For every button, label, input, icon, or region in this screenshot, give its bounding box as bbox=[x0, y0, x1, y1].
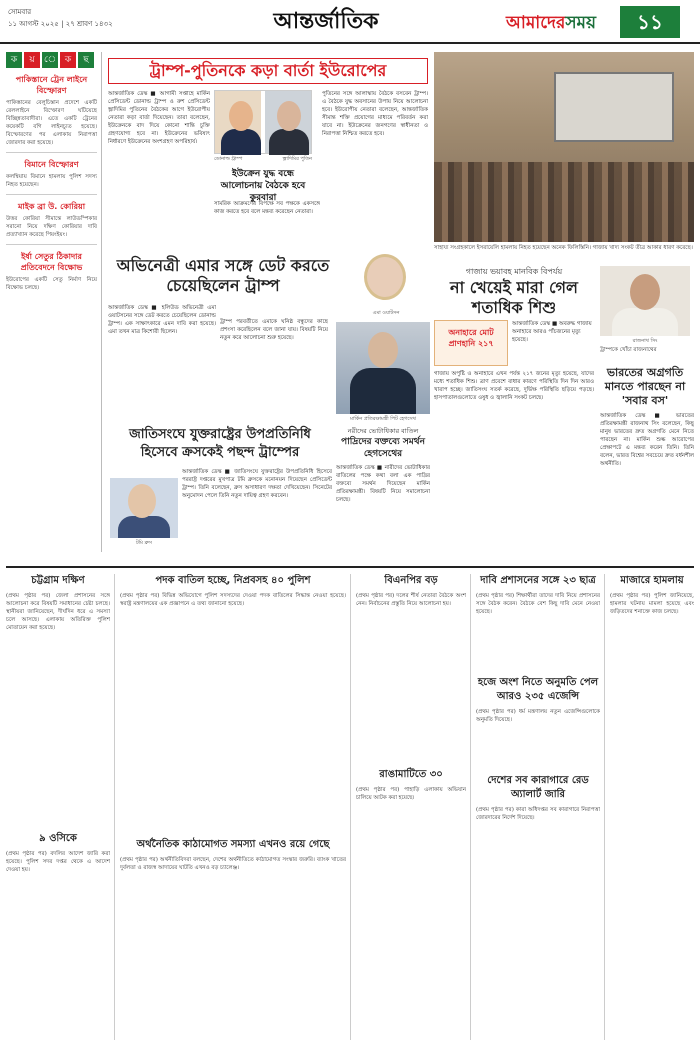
rajnath-body: আন্তর্জাতিক ডেস্ক ■ ভারতের প্রতিরক্ষামন্ত্রী রাজনাথ সিং বলেছেন, কিছু মানুষ ভারতের দ্রুত অগ্রগতি মেনে নিতে পারছেন না। মার্কিন শুল্ক আরোপের প্রেক্ষাপটে এ মন্তব্য করেন তিনি। তিনি বলেন, ভারত বিশ্বের সবচেয়ে দ্রুত বর্ধনশীল অর্থনীতি। bbox=[600, 413, 694, 467]
trump-putin-photo bbox=[214, 90, 312, 154]
bottom-body: (প্রথম পৃষ্ঠার পর) পুলিশ জানিয়েছে, হামলার ঘটনায় মামলা হয়েছে এবং জড়িতদের শনাক্তে কাজ চলছে। bbox=[610, 593, 694, 615]
brief-body: উত্তর কোরিয়া সীমান্তে লাউডস্পিকার সরানো নিয়ে দক্ষিণ কোরিয়ার দাবি প্রত্যাখ্যান করেছে পিয়ংইয়ং। bbox=[6, 216, 97, 238]
bottom-headline: অর্থনৈতিক কাঠামোগত সমস্যা এখনও রয়ে গেছে bbox=[136, 839, 330, 850]
hegseth-body: আন্তর্জাতিক ডেস্ক ■ নারীদের ভোটাধিকার বাতিলের পক্ষে কথা বলা এক পাদ্রির বক্তব্যে সমর্থন দিয়েছেন মার্কিন প্রতিরক্ষামন্ত্রী। বিষয়টি নিয়ে সমালোচনা চলছে। bbox=[336, 465, 430, 503]
hegseth-kicker: নরীদের ভোটাধিকার বাতিল bbox=[347, 427, 419, 435]
brief-headline: মাইক ব্রা উ. কোরিয়া bbox=[17, 202, 86, 211]
bottom-headline: মাজারে হামলায় bbox=[620, 575, 684, 586]
bottom-headline: পদক বাতিল হচ্ছে, নিপ্রবসহ ৪০ পুলিশ bbox=[155, 575, 311, 586]
gaza-headline: না খেয়েই মারা গেল শতাধিক শিশু bbox=[450, 278, 578, 317]
bruce-photo-caption: টমি ব্রুস bbox=[136, 540, 152, 546]
lead-headline: ট্রাম্প-পুতিনকে কড়া বার্তা ইউরোপের bbox=[108, 58, 428, 84]
un-headline: জাতিসংঘে যুক্তরাষ্ট্রের উপপ্রতিনিধি হিসেবে ক্রসকেই পছন্দ ট্রাম্পের bbox=[129, 427, 311, 460]
column-divider bbox=[604, 574, 605, 1040]
bottom-body: (প্রথম পৃষ্ঠার পর) অর্থনীতিবিদরা বলছেন, দেশের অর্থনীতিতে কাঠামোগত সংস্কার জরুরি। ব্যাংক খাতের দুর্বলতা ও রাজস্ব আদায়ের ঘাটতি এখনও বড় চ্যালেঞ্জ। bbox=[120, 857, 346, 871]
hegseth-photo-caption: মার্কিন প্রতিরক্ষামন্ত্রী পিট হেগসেথ bbox=[350, 416, 416, 422]
brand-part-2: সময় bbox=[565, 13, 596, 33]
column-divider bbox=[350, 574, 351, 1040]
logo-letter: ে bbox=[42, 52, 58, 68]
masthead bbox=[0, 0, 700, 44]
lead-photo-caption bbox=[214, 156, 312, 164]
gaza-box-title: অনাহারে মোট প্রাণহানি ২১৭ bbox=[448, 328, 494, 348]
brief-body: ইউরোপের একটি সেতু নির্মাণ নিয়ে বিক্ষোভ চলছে। bbox=[6, 277, 97, 291]
continuation-section bbox=[6, 566, 694, 1044]
bottom-body: (প্রথম পৃষ্ঠার পর) বিভিন্ন অভিযোগে পুলিশ সদস্যদের দেওয়া পদক বাতিলের সিদ্ধান্ত নেওয়া হয়েছে। স্বরাষ্ট্র মন্ত্রণালয়ের এক প্রজ্ঞাপনে এ তথ্য জানানো হয়েছে। bbox=[120, 593, 346, 607]
divider bbox=[6, 152, 97, 153]
bottom-body: (প্রথম পৃষ্ঠার পর) পাহাড়ি এলাকায় অভিযান চালিয়ে আটক করা হয়েছে। bbox=[356, 787, 466, 801]
brand-part-1: আমাদের bbox=[506, 13, 566, 33]
emma-photo-caption: এমা ওয়াটসন bbox=[372, 310, 400, 316]
bottom-headline: রাঙামাটিতে ৩০ bbox=[379, 769, 443, 780]
bottom-body: (প্রথম পৃষ্ঠার পর) শিক্ষার্থীরা তাদের দাবি নিয়ে প্রশাসনের সঙ্গে বৈঠক করেন। বৈঠকে বেশ কিছু দাবি মেনে নেওয়া হয়েছে। bbox=[476, 593, 600, 615]
dating-headline: অভিনেত্রী এমার সঙ্গে ডেট করতে চেয়েছিলেন ট্রাম্প bbox=[116, 256, 330, 295]
column-divider bbox=[114, 574, 115, 1040]
rajnath-headline: ভারতের অগ্রগতি মানতে পারছেন না 'সবার বস' bbox=[604, 366, 686, 407]
logo-letter: য় bbox=[24, 52, 40, 68]
gaza-side-text: আন্তর্জাতিক ডেস্ক ■ অবরুদ্ধ গাজায় অনাহারে আরও পাঁচজনের মৃত্যু হয়েছে। bbox=[512, 321, 592, 343]
bottom-headline: দেশের সব কারাগারে রেড অ্যালার্ট জারি bbox=[487, 775, 589, 800]
divider bbox=[6, 194, 97, 195]
bottom-body: (প্রথম পৃষ্ঠার পর) বদলির আদেশ জারি করা হয়েছে। পুলিশ সদর দপ্তর থেকে এ আদেশ দেওয়া হয়। bbox=[6, 851, 110, 873]
bottom-col-5 bbox=[610, 574, 694, 1040]
emma-photo bbox=[342, 254, 430, 308]
dating-body-col-1: আন্তর্জাতিক ডেস্ক ■ হলিউড অভিনেত্রী এমা ওয়াটসনের সঙ্গে ডেট করতে চেয়েছিলেন ডোনাল্ড ট্রাম্প। এক সাক্ষাৎকারে এমন দাবি করা হয়েছে। এমা তখন মাত্র কিশোরী ছিলেন। bbox=[108, 305, 216, 335]
bottom-headline: বিএনপির বড় bbox=[384, 575, 438, 586]
gaza-kicker: গাজায় ভয়াবহ মানবিক বিপর্যয় bbox=[465, 267, 563, 276]
day-label: সোমবার bbox=[8, 8, 32, 16]
rajnath-kicker: ট্রাম্পকে খোঁচা রাজনাথের bbox=[600, 347, 657, 353]
brand-logo bbox=[506, 10, 596, 38]
hegseth-headline: পাদ্রিদের বক্তব্যে সমর্থন হেগসেথের bbox=[341, 437, 425, 459]
bottom-headline: হজে অংশ নিতে অনুমতি পেল আরও ২৩৫ এজেন্সি bbox=[477, 677, 599, 702]
bottom-col-4 bbox=[476, 574, 600, 1040]
page-number: ১১ bbox=[620, 6, 680, 38]
dateline bbox=[8, 6, 113, 30]
bottom-body: (প্রথম পৃষ্ঠার পর) জেলা প্রশাসনের সঙ্গে আলোচনা করে বিষয়টি সমাধানের চেষ্টা চলছে। স্থানীয়রা জানিয়েছেন, দীর্ঘদিন ধরে এ সমস্যা চলে আসছে। এলাকায় অতিরিক্ত পুলিশ মোতায়েন করা হয়েছে। bbox=[6, 593, 110, 631]
bottom-headline: চট্টগ্রাম দক্ষিণ bbox=[31, 575, 85, 586]
brief-body: পাকিস্তানের বেলুচিস্তান প্রদেশে একটি রেললাইনে বিস্ফোরণ ঘটিয়েছে বিচ্ছিন্নতাবাদীরা। এতে একটি ট্রেনের কয়েকটি বগি লাইনচ্যুত হয়েছে। বিস্ফোরণের পর এলাকায় নিরাপত্তা জোরদার করা হয়েছে। bbox=[6, 100, 97, 146]
logo-letter: ক bbox=[60, 52, 76, 68]
gaza-body: গাজায় অপুষ্টি ও অনাহারে এখন পর্যন্ত ২১৭ জনের মৃত্যু হয়েছে, যাদের মধ্যে শতাধিক শিশু। ত্রাণ প্রবেশে বাধার কারণে পরিস্থিতি দিন দিন আরও খারাপ হচ্ছে। জাতিসংঘ সতর্ক করেছে, দুর্ভিক্ষ পরিস্থিতি ছড়িয়ে পড়ছে। হাসপাতালগুলোতে ওষুধ ও জ্বালানি সংকট চলছে। bbox=[434, 371, 594, 401]
hegseth-photo bbox=[336, 322, 430, 414]
caption-left: ডোনাল্ড ট্রাম্প bbox=[214, 156, 243, 162]
lead-body-col-2: সামরিক আক্রমণের বিপক্ষে সব পক্ষকে একসঙ্গে কাজ করতে হবে বলে মন্তব্য করেছেন নেতারা। bbox=[214, 201, 320, 215]
brief-body: কলম্বিয়ায় বিমানে হামলায় পুলিশ সদস্য নিহত হয়েছেন। bbox=[6, 174, 97, 188]
column-divider bbox=[470, 574, 471, 1040]
lead-body-col-1: আন্তর্জাতিক ডেস্ক ■ আগামী সপ্তাহে মার্কিন প্রেসিডেন্ট ডোনাল্ড ট্রাম্প ও রুশ প্রেসিডেন্ট ভ্লাদিমির পুতিনের বৈঠকের আগে ইউরোপীয় নেতারা কড়া বার্তা দিয়েছেন। তারা বলেছেন, ইউক্রেনকে বাদ দিয়ে কোনো শান্তি চুক্তি গ্রহণযোগ্য হবে না। ইউক্রেনের ভবিষ্যৎ নির্ধারণে ইউক্রেনের অংশগ্রহণ অপরিহার্য। bbox=[108, 91, 210, 145]
bottom-col-1 bbox=[6, 574, 110, 1040]
section-title: আন্তর্জাতিক bbox=[273, 9, 379, 34]
bottom-col-3 bbox=[356, 574, 466, 1040]
logo-letter: ক bbox=[6, 52, 22, 68]
bottom-body: (প্রথম পৃষ্ঠার পর) দলের শীর্ষ নেতারা বৈঠকে অংশ নেন। নির্বাচনের প্রস্তুতি নিয়ে আলোচনা হয়। bbox=[356, 593, 466, 607]
bruce-photo bbox=[110, 478, 178, 538]
brief-headline: বিমানে বিস্ফোরণ bbox=[24, 160, 79, 169]
brief-headline: ইর্ষা সেতুর ঠিকাদার প্রতিবেদনে বিক্ষোভ bbox=[20, 252, 83, 272]
bottom-col-2 bbox=[120, 574, 346, 1040]
gaza-photo-caption: সাহায্য সংগ্রহকালে ইসরায়েলি হামলায় নিহত হয়েছেন অনেক ফিলিস্তিনি। গাজায় খাদ্য সংকট তীব্র আকার ধারণ করেছে। bbox=[434, 245, 693, 251]
un-body: আন্তর্জাতিক ডেস্ক ■ জাতিসংঘে যুক্তরাষ্ট্রের উপপ্রতিনিধি হিসেবে পররাষ্ট্র দপ্তরের মুখপাত্র টমি ব্রুসকে মনোনয়ন দিয়েছেন প্রেসিডেন্ট ট্রাম্প। তিনি বলেছেন, ব্রুস অসাধারণ দক্ষতা দেখিয়েছেন। সিনেটের অনুমোদন পেলে তিনি নতুন দায়িত্ব গ্রহণ করবেন। bbox=[182, 469, 332, 499]
logo-letter: ছ bbox=[78, 52, 94, 68]
gaza-photo bbox=[434, 52, 694, 242]
brief-headline: পাকিস্তানে ট্রেন লাইনে বিস্ফোরণ bbox=[15, 75, 88, 95]
briefs-column bbox=[6, 52, 102, 552]
gaza-highlight-box bbox=[434, 320, 508, 366]
bottom-headline: দাবি প্রশাসনের সঙ্গে ২৩ ছাত্র bbox=[480, 575, 596, 586]
dating-body-col-2: ট্রাম্প পরবর্তীতে এমাকে ঘনিষ্ঠ বন্ধুদের কাছে প্রশংসা করেছিলেন বলে জানা যায়। বিষয়টি নিয়ে নতুন করে আলোচনা শুরু হয়েছে। bbox=[220, 319, 328, 341]
lead-body-col-3: পুতিনের সঙ্গে আলাস্কায় বৈঠকে বসবেন ট্রাম্প। এ বৈঠকে যুদ্ধ অবসানের উপায় নিয়ে আলোচনা হবে। ইউরোপীয় নেতারা বলেছেন, আন্তর্জাতিক সীমান্ত শক্তি প্রয়োগের মাধ্যমে পরিবর্তন করা যাবে না। ইউক্রেনের জনগণের স্বাধীনতা ও নিরাপত্তা নিশ্চিত করতে হবে। bbox=[322, 91, 428, 137]
rajnath-photo-caption: রাজনাথ সিং bbox=[632, 338, 658, 344]
caption-right: ভ্লাদিমির পুতিন bbox=[282, 156, 312, 162]
bottom-headline: ৯ ওসিকে bbox=[39, 833, 77, 844]
divider bbox=[6, 244, 97, 245]
rajnath-photo bbox=[600, 266, 690, 336]
bottom-body: (প্রথম পৃষ্ঠার পর) ধর্ম মন্ত্রণালয় নতুন এজেন্সিগুলোকে অনুমতি দিয়েছে। bbox=[476, 709, 600, 723]
lead-subhead: ইউক্রেন যুদ্ধ বন্ধে আলোচনায় বৈঠকে হবে কুরবারা bbox=[220, 169, 306, 203]
date-label: ১১ আগস্ট ২০২৫ | ২৭ শ্রাবণ ১৪৩২ bbox=[8, 20, 113, 28]
bottom-body: (প্রথম পৃষ্ঠার পর) কারা অধিদপ্তর সব কারাগারে নিরাপত্তা জোরদারের নির্দেশ দিয়েছে। bbox=[476, 807, 600, 821]
briefs-logo bbox=[6, 52, 97, 68]
